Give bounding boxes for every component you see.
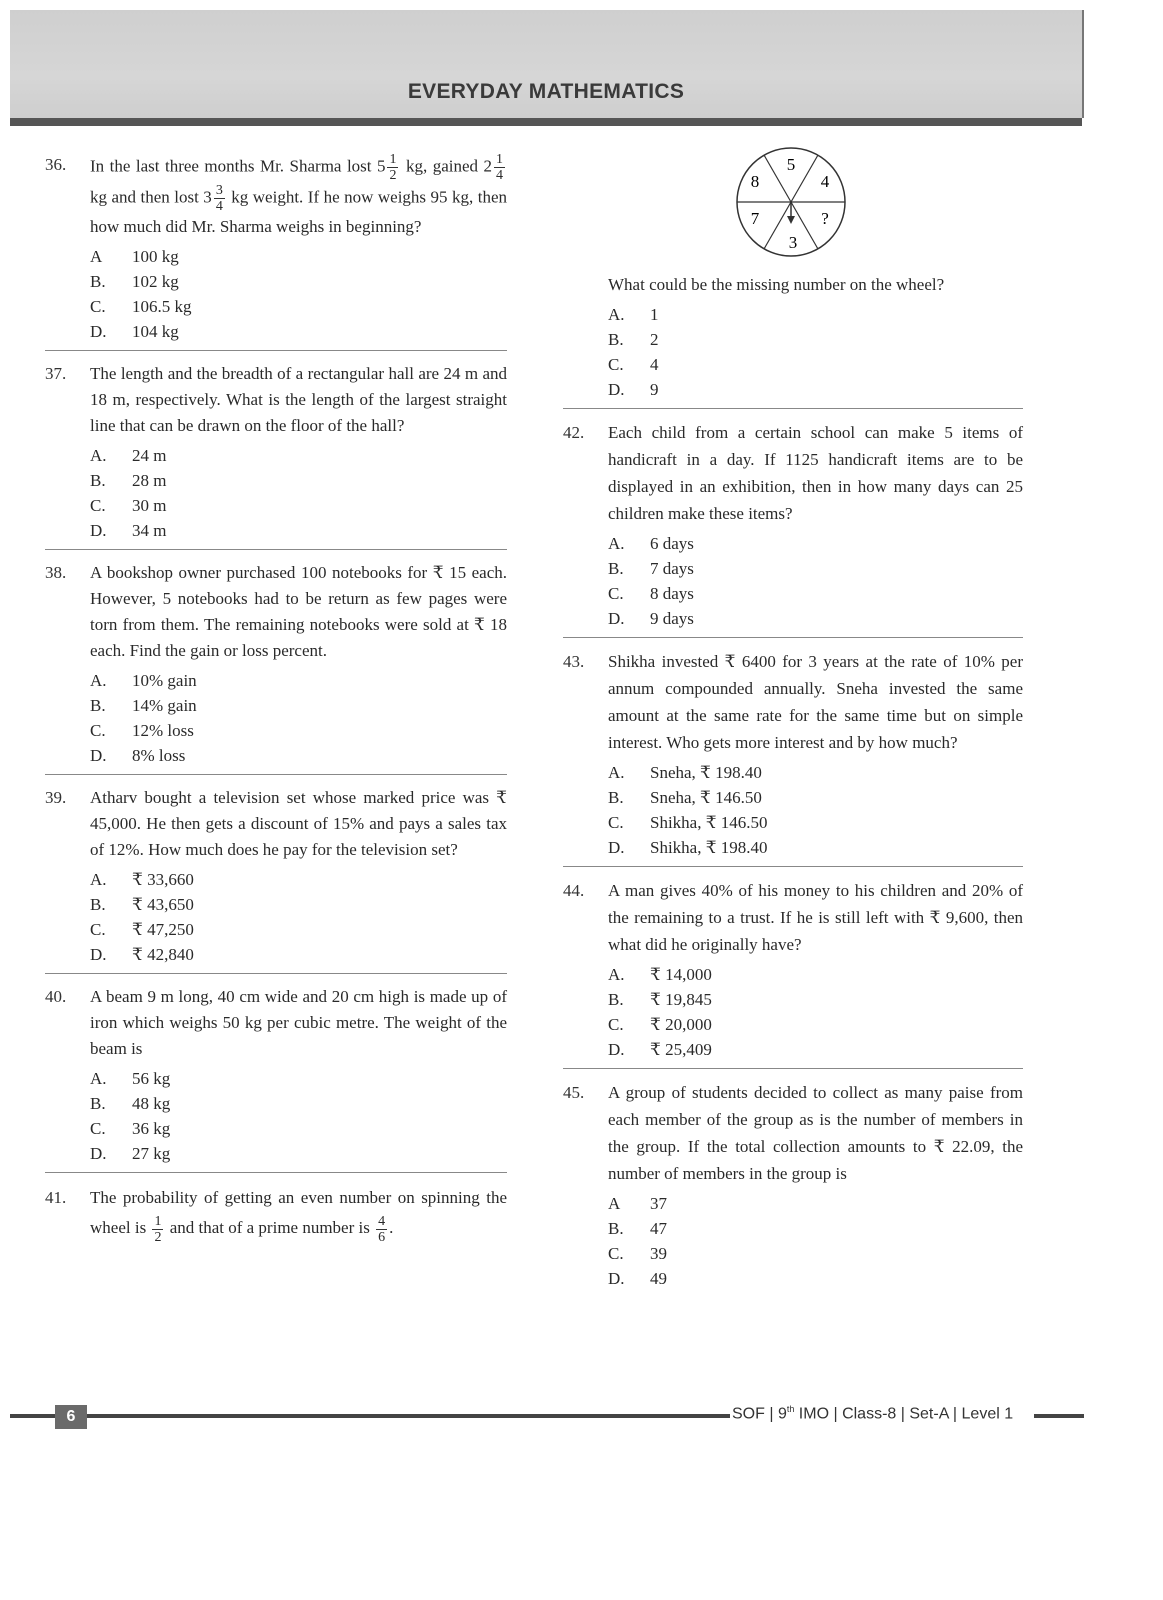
option-label: B. <box>608 1219 624 1238</box>
question-text <box>90 1183 507 1245</box>
footer-divider <box>10 1414 730 1418</box>
option-label: A. <box>90 671 107 690</box>
denominator: 2 <box>389 168 397 183</box>
option-label: B. <box>608 330 624 349</box>
page-number: 6 <box>55 1405 87 1429</box>
question-text: A bookshop owner purchased 100 notebooks for ₹ 15 each. However, 5 notebooks had to be return as few pages were torn from them. The remaining notebooks were sold at ₹ 18 each. Find the gain or loss percent. <box>90 563 507 660</box>
option-text: 1 <box>650 305 659 324</box>
question-number: 38. <box>45 563 67 582</box>
option-b[interactable] <box>608 327 1023 352</box>
option-text: 47 <box>650 1219 667 1238</box>
option-c[interactable] <box>608 581 1023 606</box>
option-label: A. <box>608 965 625 984</box>
option-c[interactable] <box>90 917 507 942</box>
option-label: D. <box>90 1144 107 1163</box>
question-text <box>90 152 507 240</box>
fraction <box>376 1214 387 1245</box>
option-d[interactable] <box>90 518 507 543</box>
option-text: ₹ 43,650 <box>132 895 194 914</box>
option-a[interactable] <box>608 302 1023 327</box>
option-text: 12% loss <box>132 721 194 740</box>
option-text: 14% gain <box>132 696 197 715</box>
option-text: 48 kg <box>132 1094 171 1113</box>
question-number: 40. <box>45 987 67 1006</box>
divider <box>563 637 1023 638</box>
option-text: 8 days <box>650 584 694 603</box>
denominator: 2 <box>154 1229 162 1245</box>
option-label: C. <box>608 813 624 832</box>
wheel-label: 5 <box>786 155 796 174</box>
option-text: Shikha, ₹ 146.50 <box>650 813 768 832</box>
question-38 <box>45 560 507 768</box>
question-text: Each child from a certain school can make 5 items of handicraft in a day. If 1125 handicraft items are to be displayed in an exhibition, then in how many days can 25 children make these items? <box>608 423 1023 523</box>
option-label: A. <box>90 1069 107 1088</box>
option-text: ₹ 47,250 <box>132 920 194 939</box>
text-part: kg, gained 2 <box>400 156 492 176</box>
question-42 <box>563 419 1023 631</box>
option-d[interactable] <box>90 743 507 768</box>
question-39 <box>45 785 507 967</box>
option-text: 4 <box>650 355 659 374</box>
option-label: B. <box>608 990 624 1009</box>
option-text: 9 <box>650 380 659 399</box>
option-c[interactable] <box>90 718 507 743</box>
question-number: 36. <box>45 155 67 174</box>
option-label: B. <box>608 788 624 807</box>
question-41 <box>45 1183 507 1245</box>
footer-text-part: | 9 <box>769 1405 787 1423</box>
fraction <box>214 183 225 214</box>
page-title: EVERYDAY MATHEMATICS <box>407 80 685 103</box>
text-part: and that of a prime number is <box>165 1218 370 1237</box>
question-40 <box>45 984 507 1166</box>
options-list <box>90 443 507 543</box>
wheel-diagram <box>733 140 853 260</box>
divider <box>563 866 1023 867</box>
option-label: A <box>608 1194 621 1213</box>
option-label: A. <box>608 305 625 324</box>
option-label: B. <box>90 1094 106 1113</box>
option-b[interactable] <box>90 892 507 917</box>
option-b[interactable] <box>90 468 507 493</box>
option-label: D. <box>90 746 107 765</box>
option-label: C. <box>90 721 106 740</box>
option-c[interactable] <box>608 1241 1023 1266</box>
option-a[interactable] <box>90 244 507 269</box>
question-43 <box>563 648 1023 860</box>
option-c[interactable] <box>608 810 1023 835</box>
text-part: The probability of getting an even number on spinning the wheel is <box>90 1188 507 1237</box>
edge-line <box>1082 10 1084 118</box>
option-a[interactable] <box>90 867 507 892</box>
option-text: 10% gain <box>132 671 197 690</box>
option-b[interactable] <box>90 1091 507 1116</box>
spinner-wheel <box>563 140 1023 268</box>
option-text: 104 kg <box>132 322 179 341</box>
question-number: 39. <box>45 788 67 807</box>
option-label: A. <box>90 870 107 889</box>
option-a[interactable] <box>608 531 1023 556</box>
question-37 <box>45 361 507 543</box>
option-d[interactable] <box>90 1141 507 1166</box>
denominator: 4 <box>215 199 223 214</box>
question-text: The length and the breadth of a rectangular hall are 24 m and 18 m, respectively. What is the length of the largest straight line that can be drawn on the floor of the hall? <box>90 364 507 435</box>
question-number: 43. <box>563 652 585 671</box>
option-text: 28 m <box>132 471 167 490</box>
page-header <box>10 10 1082 122</box>
option-c[interactable] <box>608 1012 1023 1037</box>
option-text: 2 <box>650 330 659 349</box>
option-text: 56 kg <box>132 1069 171 1088</box>
question-text: A beam 9 m long, 40 cm wide and 20 cm high is made up of iron which weighs 50 kg per cubic metre. The weight of the beam is <box>90 987 507 1058</box>
options-list <box>90 668 507 768</box>
option-label: B. <box>90 696 106 715</box>
option-text: ₹ 42,840 <box>132 945 194 964</box>
question-text: Shikha invested ₹ 6400 for 3 years at the rate of 10% per annum compounded annually. Sneha invested the same amount at the same rate for the same time but on simple interest. Who gets more interest and by how much? <box>608 652 1023 752</box>
option-label: C. <box>608 584 624 603</box>
option-label: D. <box>90 521 107 540</box>
option-label: C. <box>90 1119 106 1138</box>
option-label: B. <box>608 559 624 578</box>
option-text: 6 days <box>650 534 694 553</box>
options-list <box>90 244 507 344</box>
numerator: 1 <box>154 1213 162 1229</box>
option-text: ₹ 33,660 <box>132 870 194 889</box>
fraction <box>387 152 398 183</box>
option-d[interactable] <box>90 942 507 967</box>
numerator: 4 <box>378 1213 386 1229</box>
option-a[interactable] <box>90 443 507 468</box>
divider <box>45 973 507 974</box>
option-text: 9 days <box>650 609 694 628</box>
question-number: 42. <box>563 423 585 442</box>
option-text: ₹ 20,000 <box>650 1015 712 1034</box>
option-label: A. <box>608 763 625 782</box>
option-b[interactable] <box>608 785 1023 810</box>
option-b[interactable] <box>608 987 1023 1012</box>
option-a[interactable] <box>90 1066 507 1091</box>
fraction <box>494 152 505 183</box>
option-text: ₹ 25,409 <box>650 1040 712 1059</box>
option-label: C. <box>608 1244 624 1263</box>
options-list <box>608 302 1023 402</box>
option-label: C. <box>608 1015 624 1034</box>
divider <box>563 408 1023 409</box>
question-text: A group of students decided to collect as many paise from each member of the group as is the number of members in the group. If the total collection amounts to ₹ 22.09, the number of members in the group is <box>608 1083 1023 1183</box>
wheel-label: 4 <box>820 172 830 191</box>
option-label: C. <box>90 920 106 939</box>
option-text: 24 m <box>132 446 167 465</box>
option-label: B. <box>90 895 106 914</box>
text-part: kg weight. If he now weighs 95 kg, then how much did Mr. Sharma weighs in beginning? <box>90 187 507 236</box>
option-c[interactable] <box>608 352 1023 377</box>
header-divider <box>10 118 1082 126</box>
option-d[interactable] <box>608 377 1023 402</box>
right-column <box>563 140 1023 1291</box>
option-text: Sneha, ₹ 146.50 <box>650 788 762 807</box>
option-text: 36 kg <box>132 1119 171 1138</box>
option-text: 49 <box>650 1269 667 1288</box>
question-45 <box>563 1079 1023 1291</box>
question-number: 37. <box>45 364 67 383</box>
option-d[interactable] <box>608 1266 1023 1291</box>
options-list <box>608 1191 1023 1291</box>
option-b[interactable] <box>608 556 1023 581</box>
option-text: 30 m <box>132 496 167 515</box>
wheel-label: 8 <box>750 172 760 191</box>
option-b[interactable] <box>90 269 507 294</box>
question-number: 44. <box>563 881 585 900</box>
option-label: C. <box>90 297 106 316</box>
option-c[interactable] <box>90 493 507 518</box>
option-label: D. <box>608 1040 625 1059</box>
question-text: A man gives 40% of his money to his children and 20% of the remaining to a trust. If he is still left with ₹ 9,600, then what did he originally have? <box>608 881 1023 954</box>
option-b[interactable] <box>90 693 507 718</box>
option-d[interactable] <box>608 835 1023 860</box>
question-number: 41. <box>45 1188 67 1207</box>
option-label: A <box>90 247 103 266</box>
option-c[interactable] <box>90 1116 507 1141</box>
fraction <box>152 1214 163 1245</box>
question-44 <box>563 877 1023 1062</box>
numerator: 3 <box>215 183 223 198</box>
options-list <box>90 867 507 967</box>
denominator: 6 <box>378 1229 386 1245</box>
option-a[interactable] <box>608 962 1023 987</box>
options-list <box>608 760 1023 860</box>
text-part: kg and then lost 3 <box>90 187 212 207</box>
wheel-label: ? <box>821 209 829 228</box>
option-label: D. <box>608 838 625 857</box>
option-text: 37 <box>650 1194 667 1213</box>
divider <box>45 1172 507 1173</box>
option-d[interactable] <box>608 1037 1023 1062</box>
option-text: 102 kg <box>132 272 179 291</box>
option-text: 100 kg <box>132 247 179 266</box>
question-text: What could be the missing number on the wheel? <box>608 275 945 294</box>
option-d[interactable] <box>608 606 1023 631</box>
option-label: B. <box>90 471 106 490</box>
footer-text-part: IMO | Class-8 | Set-A | Level 1 <box>794 1405 1014 1423</box>
option-text: 8% loss <box>132 746 186 765</box>
option-label: A. <box>608 534 625 553</box>
wheel-label: 3 <box>788 233 798 252</box>
options-list <box>608 531 1023 631</box>
option-label: B. <box>90 272 106 291</box>
option-d[interactable] <box>90 319 507 344</box>
option-label: D. <box>608 1269 625 1288</box>
options-list <box>608 962 1023 1062</box>
option-text: 34 m <box>132 521 167 540</box>
left-column <box>45 152 507 1245</box>
question-number: 45. <box>563 1083 585 1102</box>
option-text: ₹ 14,000 <box>650 965 712 984</box>
option-text: 7 days <box>650 559 694 578</box>
option-c[interactable] <box>90 294 507 319</box>
question-41-continued <box>563 272 1023 402</box>
numerator: 1 <box>389 152 397 167</box>
option-label: D. <box>608 380 625 399</box>
option-text: 106.5 kg <box>132 297 192 316</box>
text-part: . <box>389 1218 394 1237</box>
option-label: D. <box>90 945 107 964</box>
divider <box>45 549 507 550</box>
options-list <box>90 1066 507 1166</box>
option-label: A. <box>90 446 107 465</box>
numerator: 1 <box>496 152 503 167</box>
question-36 <box>45 152 507 344</box>
option-a[interactable] <box>90 668 507 693</box>
option-text: 39 <box>650 1244 667 1263</box>
ordinal-suffix: th <box>786 1404 795 1414</box>
option-b[interactable] <box>608 1216 1023 1241</box>
wheel-label: 7 <box>750 209 760 228</box>
option-label: D. <box>90 322 107 341</box>
option-text: 27 kg <box>132 1144 171 1163</box>
option-label: D. <box>608 609 625 628</box>
option-a[interactable] <box>608 760 1023 785</box>
denominator: 4 <box>496 168 503 183</box>
footer-divider <box>1034 1414 1084 1418</box>
option-text: Shikha, ₹ 198.40 <box>650 838 768 857</box>
option-a[interactable] <box>608 1191 1023 1216</box>
question-text: Atharv bought a television set whose marked price was ₹ 45,000. He then gets a discount of 15% and pays a sales tax of 12%. How much does he pay for the television set? <box>90 788 507 859</box>
option-text: Sneha, ₹ 198.40 <box>650 763 762 782</box>
option-label: C. <box>608 355 624 374</box>
divider <box>45 350 507 351</box>
brand-logo: SOF <box>732 1405 765 1423</box>
text-part: In the last three months Mr. Sharma lost 5 <box>90 156 386 176</box>
option-label: C. <box>90 496 106 515</box>
divider <box>45 774 507 775</box>
footer-info <box>732 1404 1013 1423</box>
divider <box>563 1068 1023 1069</box>
option-text: ₹ 19,845 <box>650 990 712 1009</box>
arrow-icon <box>787 216 795 224</box>
